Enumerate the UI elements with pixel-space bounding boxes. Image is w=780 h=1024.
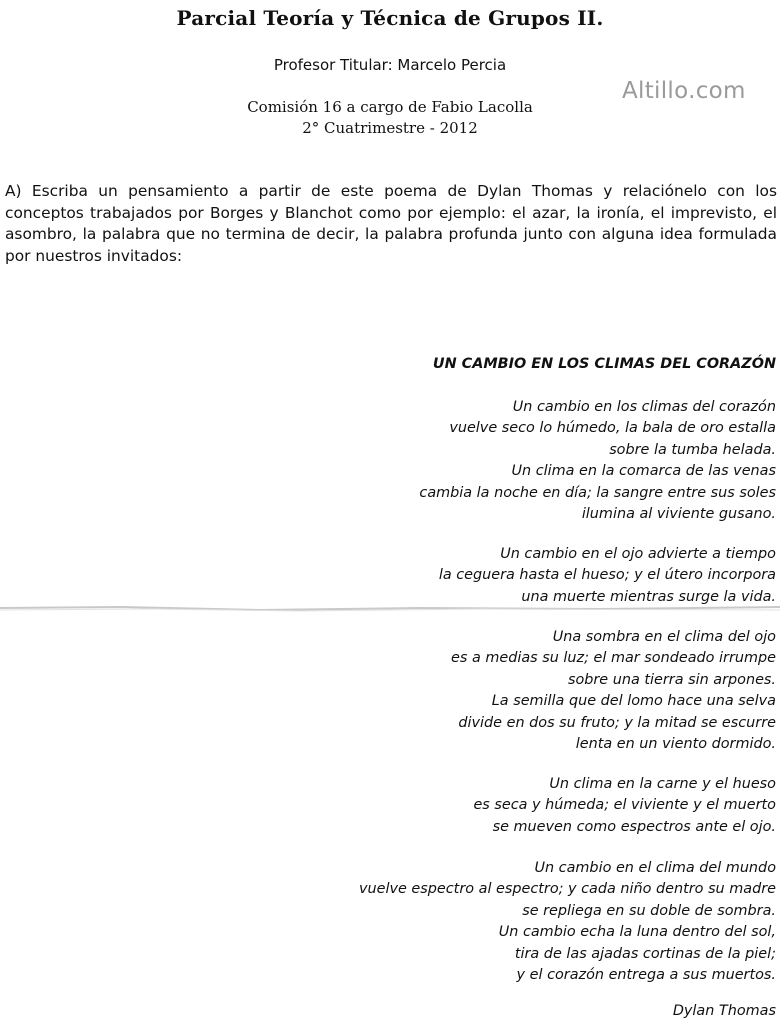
poem-line: Un cambio en los climas del corazón <box>512 399 776 415</box>
scan-fold-line <box>0 604 780 612</box>
poem-line: se repliega en su doble de sombra. <box>522 902 776 919</box>
poem-line: Un cambio echa la luna dentro del sol, <box>498 924 776 941</box>
commission-line: Comisión 16 a cargo de Fabio Lacolla <box>247 98 533 116</box>
poem-stanza-4 <box>473 774 776 838</box>
poem-title: UN CAMBIO EN LOS CLIMAS DEL CORAZÓN <box>432 356 776 372</box>
poem-line: tira de las ajadas cortinas de la piel; <box>514 945 776 962</box>
poem-line: lenta en un viento dormido. <box>575 736 776 753</box>
exam-title: Parcial Teoría y Técnica de Grupos II. <box>176 6 604 30</box>
poem-line: vuelve seco lo húmedo, la bala de oro estalla <box>449 420 776 437</box>
watermark: Altillo.com <box>622 78 746 104</box>
poem-line: es seca y húmeda; el viviente y el muerto <box>473 797 776 814</box>
poem-author: Dylan Thomas <box>672 1003 776 1019</box>
poem-line: Una sombra en el clima del ojo <box>552 629 776 645</box>
poem-line: la ceguera hasta el hueso; y el útero incorpora <box>438 567 776 584</box>
poem-line: ilumina al viviente gusano. <box>581 506 776 523</box>
poem-stanza-3 <box>451 627 776 755</box>
question-text: A) Escriba un pensamiento a partir de este poema de Dylan Thomas y relaciónelo con los conceptos trabajados por Borges y Blanchot como por ejemplo: el azar, la ironía, el imprevisto, el asombro, la palabra que no termina de decir, la palabra profunda junto con alguna idea formulada por nuestros invitados: <box>5 182 777 265</box>
poem-stanza-2 <box>439 544 776 608</box>
poem-line: Un cambio en el ojo advierte a tiempo <box>500 546 776 562</box>
poem-line: cambia la noche en día; la sangre entre sus soles <box>419 484 776 501</box>
poem-line: Un cambio en el clima del mundo <box>534 860 776 876</box>
poem-line: es a medias su luz; el mar sondeado irrumpe <box>451 650 776 667</box>
poem-line: sobre la tumba helada. <box>609 441 776 458</box>
poem-line: Un clima en la comarca de las venas <box>511 463 776 480</box>
poem-line: sobre una tierra sin arpones. <box>567 671 776 688</box>
poem-line: La semilla que del lomo hace una selva <box>491 693 776 710</box>
poem-line: divide en dos su fruto; y la mitad se escurre <box>458 714 776 731</box>
term-line: 2° Cuatrimestre - 2012 <box>302 119 478 137</box>
poem-line: una muerte mientras surge la vida. <box>521 588 776 605</box>
poem-line: vuelve espectro al espectro; y cada niño dentro su madre <box>359 881 776 898</box>
poem-line: y el corazón entrega a sus muertos. <box>516 967 776 984</box>
poem-line: Un clima en la carne y el hueso <box>549 776 776 792</box>
professor-line: Profesor Titular: Marcelo Percia <box>273 56 507 74</box>
poem-stanza-5 <box>359 858 776 986</box>
poem-stanza-1 <box>419 397 776 525</box>
poem-line: se mueven como espectros ante el ojo. <box>492 818 776 835</box>
